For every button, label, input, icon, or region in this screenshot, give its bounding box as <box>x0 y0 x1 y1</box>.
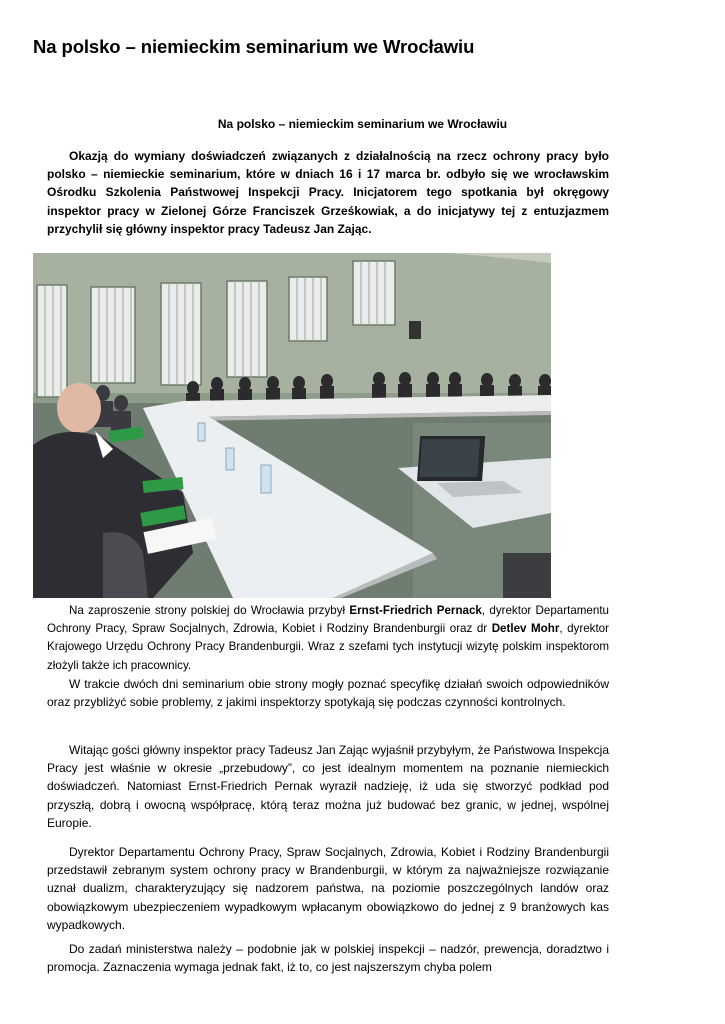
name-mohr: Detlev Mohr <box>491 622 560 636</box>
paragraph-5: Do zadań ministerstwa należy – podobnie jak w polskiej inspekcji – nadzór, prewencja, doradztwo i promocja. Zaznaczenia wymaga jednak fakt, iż to, co jest najszerszym chyba polem <box>47 942 609 975</box>
name-pernack: Ernst-Friedrich Pernack <box>349 604 482 617</box>
paragraph-3: Witając gości główny inspektor pracy Tadeusz Jan Zając wyjaśnił przybyłym, że Państwowa Inspekcja Pracy jest właśnie w okresie „przebudowy”, co jest idealnym momentem na poznanie niemieckich doświadczeń. Natomiast Ernst-Friedrich Pernak wyraził nadzieję, iż uda się stworzyć podkład pod przyszłą, dobrą i owocną współpracę, którą teraz można już budować bez granic, w jednej, wspólnej Europie. <box>47 743 610 830</box>
seminar-photo <box>33 253 551 598</box>
paragraph-4: Dyrektor Departamentu Ochrony Pracy, Spraw Socjalnych, Zdrowia, Kobiet i Rodziny Brandenburgii przedstawił zebranym system ochrony pracy w Brandenburgii, w którym za najważniejsze rozwiązanie uznał dualizm, charakteryzujący się nadzorem państwa, na poziomie poszczególnych landów oraz obowiązkowym ubezpieczeniem wypadkowym wpłacanym obowiązkowo do jednej z 9 branżowych kas wypadkowych. <box>47 845 609 932</box>
article-subtitle: Na polsko – niemieckim seminarium we Wrocławiu <box>217 117 508 131</box>
lead-paragraph: Okazją do wymiany doświadczeń związanych z działalnością na rzecz ochrony pracy było polsko – niemieckie seminarium, które w dniach 16 i 17 marca br. odbyło się we wrocławskim Ośrodku Szkolenia Państwowej Inspekcji Pracy. Inicjatorem tego spotkania był okręgowy inspektor pracy w Zielonej Górze Franciszek Grześkowiak, a do inicjatywy tej z entuzjazmem przychylił się główny inspektor pracy Tadeusz Jan Zając. <box>47 149 609 236</box>
paragraph-1: Na zaproszenie strony polskiej do Wrocławia przybył Ernst-Friedrich Pernack, dyrektor Departamentu Ochrony Pracy, Spraw Socjalnych, Zdrowia, Kobiet i Rodziny Brandenburgii oraz dr Detlev Mohr, dyrektor Krajowego Urzędu Ochrony Pracy Brandenburgii. Wraz z szefami tych instytucji wizytę polskim inspektorom złożyli także ich pracownicy. <box>47 604 609 672</box>
paragraph-2: W trakcie dwóch dni seminarium obie strony mogły poznać specyfikę działań swoich odpowiedników oraz przybliżyć sobie problemy, z jakimi inspektorzy spotykają się podczas czynności kontrolnych. <box>47 677 609 710</box>
page-title: Na polsko – niemieckim seminarium we Wrocławiu <box>33 36 475 57</box>
